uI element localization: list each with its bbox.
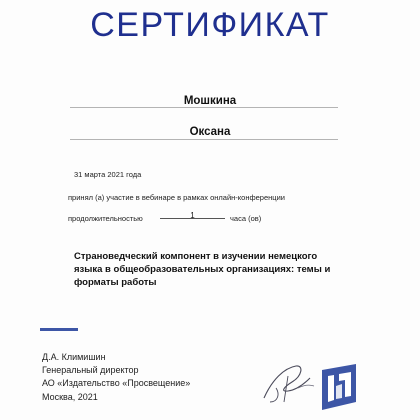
webinar-topic: Страноведческий компонент в изучении немецкого языка в общеобразовательных организациях: темы и форматы работы [74, 251, 331, 288]
signatory-name: Д.А. Климишин [42, 352, 106, 362]
first-name-underline [70, 139, 338, 140]
event-date: 31 марта 2021 года [74, 170, 142, 179]
signatory-block [42, 351, 190, 404]
participation-text: принял (а) участие в вебинаре в рамках онлайн-конференции [68, 193, 285, 202]
signature-icon [258, 358, 316, 406]
duration-value: 1 [190, 211, 195, 220]
duration-label: продолжительностью [68, 214, 143, 223]
city-year: Москва, 2021 [42, 391, 98, 402]
publisher-logo-icon [318, 362, 360, 412]
duration-unit: часа (ов) [230, 214, 262, 223]
last-name: Мошкина [183, 95, 237, 107]
signatory-position: Генеральный директор [42, 365, 139, 376]
organization: АО «Издательство «Просвещение» [42, 378, 191, 389]
accent-bar [40, 328, 78, 331]
first-name: Оксана [189, 126, 231, 138]
name-underline [70, 107, 338, 108]
certificate-title: СЕРТИФИКАТ [90, 6, 330, 44]
